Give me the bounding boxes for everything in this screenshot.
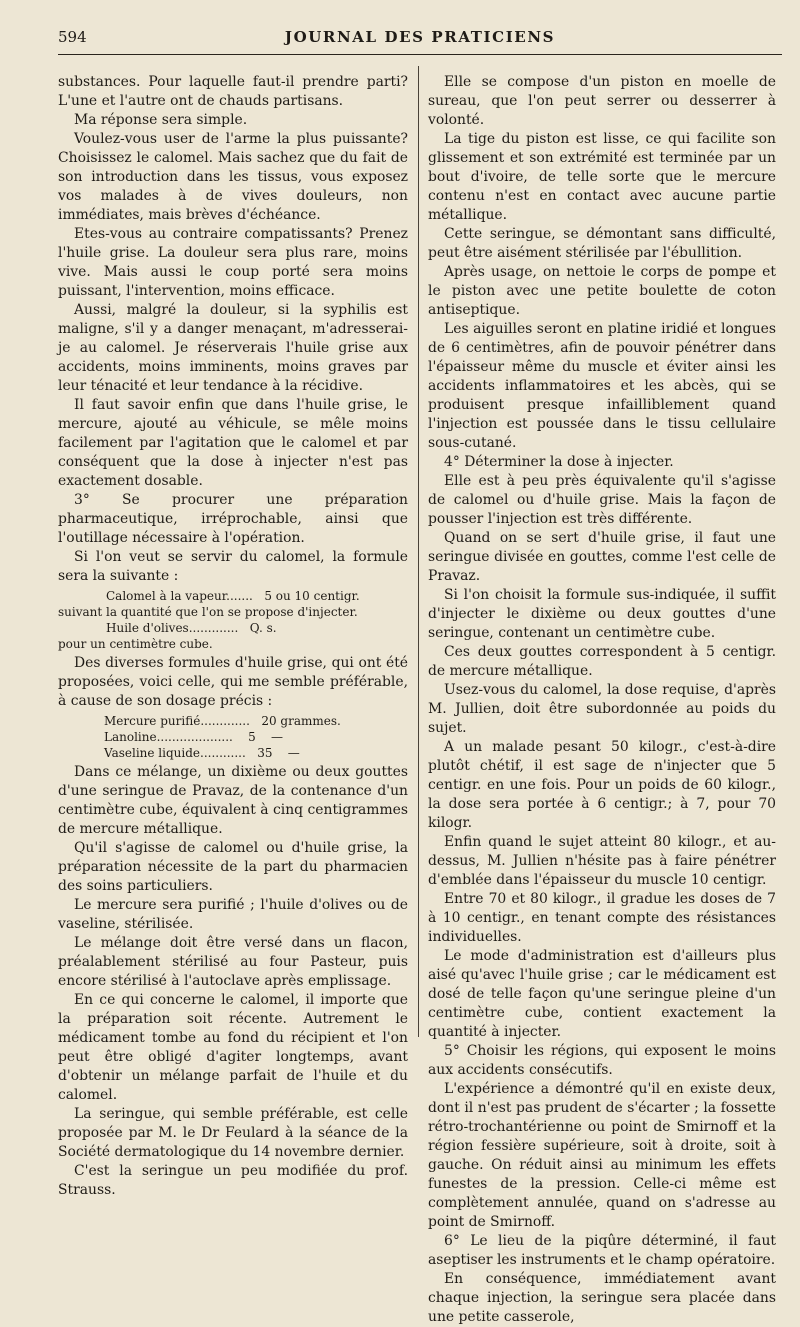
paragraph: Usez-vous du calomel, la dose requise, d'après M. Jullien, doit être subordonnée au poids du sujet. (428, 682, 776, 736)
paragraph: 4° Déterminer la dose à injecter. (444, 454, 674, 470)
formula-line: Lanoline.................... 5 — (104, 730, 284, 744)
paragraph: Des diverses formules d'huile grise, qui ont été proposées, voici celle, qui me semble préférable, à cause de son dosage précis : (58, 655, 408, 709)
paragraph: Les aiguilles seront en platine iridié et longues de 6 centimètres, afin de pouvoir pénétrer dans l'épaisseur même du muscle et éviter ainsi les accidents inflammatoires et les abcès, qui se produisent presque infailliblement quand l'injection est poussée dans le tissu cellulaire sous-cutané. (428, 321, 776, 451)
paragraph: En ce qui concerne le calomel, il importe que la préparation soit récente. Autrement le médicament tombe au fond du récipient et l'on peut être obligé d'agiter longtemps, avant d'obtenir un mélange parfait de l'huile et du calomel. (58, 992, 408, 1103)
paragraph: Etes-vous au contraire compatissants? Prenez l'huile grise. La douleur sera plus rare, moins vive. Mais aussi le coup porté sera moins puissant, l'intervention, moins efficace. (58, 226, 408, 299)
formula-line: Huile d'olives............. Q. s. (106, 621, 277, 635)
paragraph: En conséquence, immédiatement avant chaque injection, la seringue sera placée dans une petite casserole, (428, 1271, 776, 1325)
left-column (58, 73, 408, 1198)
right-column (428, 73, 776, 1325)
paragraph: 6° Le lieu de la piqûre déterminé, il faut aseptiser les instruments et le champ opératoire. (428, 1233, 776, 1268)
paragraph: Ma réponse sera simple. (74, 112, 248, 128)
huile-grise-formula (58, 713, 408, 761)
formula-line: Vaseline liquide............ 35 — (104, 746, 300, 760)
paragraph: Aussi, malgré la douleur, si la syphilis est maligne, s'il y a danger menaçant, m'adresserai-je au calomel. Je réserverais l'huile grise aux accidents, moins imminents, moins graves par leur ténacité et leur tendance à la récidive. (58, 302, 408, 394)
paragraph: Elle est à peu près équivalente qu'il s'agisse de calomel ou d'huile grise. Mais la façon de pousser l'injection est très différente. (428, 473, 776, 527)
paragraph: Le mercure sera purifié ; l'huile d'olives ou de vaseline, stérilisée. (58, 897, 408, 932)
paragraph: Ces deux gouttes correspondent à 5 centigr. de mercure métallique. (428, 644, 776, 679)
paragraph: A un malade pesant 50 kilogr., c'est-à-dire plutôt chétif, il est sage de n'injecter que 5 centigr. en une fois. Pour un poids de 60 kilogr., la dose sera portée à 6 centigr.; à 7, pour 70 kilogr. (428, 739, 776, 831)
formula-line: suivant la quantité que l'on se propose d'injecter. (58, 605, 358, 619)
paragraph: La tige du piston est lisse, ce qui facilite son glissement et son extrémité est terminée par un bout d'ivoire, de telle sorte que le mercure contenu n'est en contact avec aucune partie métallique. (428, 131, 776, 223)
paragraph: Qu'il s'agisse de calomel ou d'huile grise, la préparation nécessite de la part du pharmacien des soins particuliers. (58, 840, 408, 894)
paragraph: substances. Pour laquelle faut-il prendre parti? L'une et l'autre ont de chauds partisans. (58, 74, 408, 109)
paragraph: Entre 70 et 80 kilogr., il gradue les doses de 7 à 10 centigr., en tenant compte des résistances individuelles. (428, 891, 776, 945)
paragraph: Enfin quand le sujet atteint 80 kilogr., et au-dessus, M. Jullien n'hésite pas à faire pénétrer d'emblée dans l'épaisseur du muscle 10 centigr. (428, 834, 776, 888)
paragraph: Le mode d'administration est d'ailleurs plus aisé qu'avec l'huile grise ; car le médicament est dosé de telle façon qu'une seringue pleine d'un centimètre cube, contient exactement la quantité à injecter. (428, 948, 776, 1040)
formula-line: pour un centimètre cube. (58, 637, 213, 651)
paragraph: Le mélange doit être versé dans un flacon, préalablement stérilisé au four Pasteur, puis encore stérilisé à l'autoclave après emplissage. (58, 935, 408, 989)
paragraph: Voulez-vous user de l'arme la plus puissante? Choisissez le calomel. Mais sachez que du fait de son introduction dans les tissus, vous exposez vos malades à de vives douleurs, non immédiates, mais brèves d'échéance. (58, 131, 408, 223)
column-separator (418, 66, 419, 1037)
page-number: 594 (58, 28, 87, 46)
paragraph: Si l'on veut se servir du calomel, la formule sera la suivante : (58, 549, 408, 584)
paragraph: 3° Se procurer une préparation pharmaceutique, irréprochable, ainsi que l'outillage nécessaire à l'opération. (58, 492, 408, 546)
journal-title: JOURNAL DES PRATICIENS (284, 28, 556, 46)
paragraph: Quand on se sert d'huile grise, il faut une seringue divisée en gouttes, comme l'est celle de Pravaz. (428, 530, 776, 584)
paragraph: 5° Choisir les régions, qui exposent le moins aux accidents consécutifs. (428, 1043, 776, 1078)
formula-line: Mercure purifié............. 20 grammes. (104, 714, 341, 728)
paragraph: Dans ce mélange, un dixième ou deux gouttes d'une seringue de Pravaz, de la contenance d'un centimètre cube, équivalent à cinq centigrammes de mercure métallique. (58, 764, 408, 837)
paragraph: La seringue, qui semble préférable, est celle proposée par M. le Dr Feulard à la séance de la Société dermatologique du 14 novembre dernier. (58, 1106, 408, 1160)
calomel-formula (58, 588, 408, 652)
header-rule (58, 54, 782, 55)
paragraph: Après usage, on nettoie le corps de pompe et le piston avec une petite boulette de coton antiseptique. (428, 264, 776, 318)
paragraph: C'est la seringue un peu modifiée du prof. Strauss. (58, 1163, 408, 1198)
paragraph: Si l'on choisit la formule sus-indiquée, il suffit d'injecter le dixième ou deux gouttes d'une seringue, contenant un centimètre cube. (428, 587, 776, 641)
formula-line: Calomel à la vapeur....... 5 ou 10 centigr. (106, 589, 360, 603)
paragraph: Elle se compose d'un piston en moelle de sureau, que l'on peut serrer ou desserrer à volonté. (428, 74, 776, 128)
page-header (58, 26, 782, 52)
paragraph: L'expérience a démontré qu'il en existe deux, dont il n'est pas prudent de s'écarter ; la fossette rétro-trochantérienne ou point de Smirnoff et la région fessière supérieure, soit à droite, soit à gauche. On réduit ainsi au minimum les effets funestes de la pression. Celle-ci même est complètement annulée, quand on s'adresse au point de Smirnoff. (428, 1081, 776, 1230)
paragraph: Cette seringue, se démontant sans difficulté, peut être aisément stérilisée par l'ébullition. (428, 226, 776, 261)
paragraph: Il faut savoir enfin que dans l'huile grise, le mercure, ajouté au véhicule, se mêle moins facilement par l'agitation que le calomel et par conséquent que la dose à injecter n'est pas exactement dosable. (58, 397, 408, 489)
